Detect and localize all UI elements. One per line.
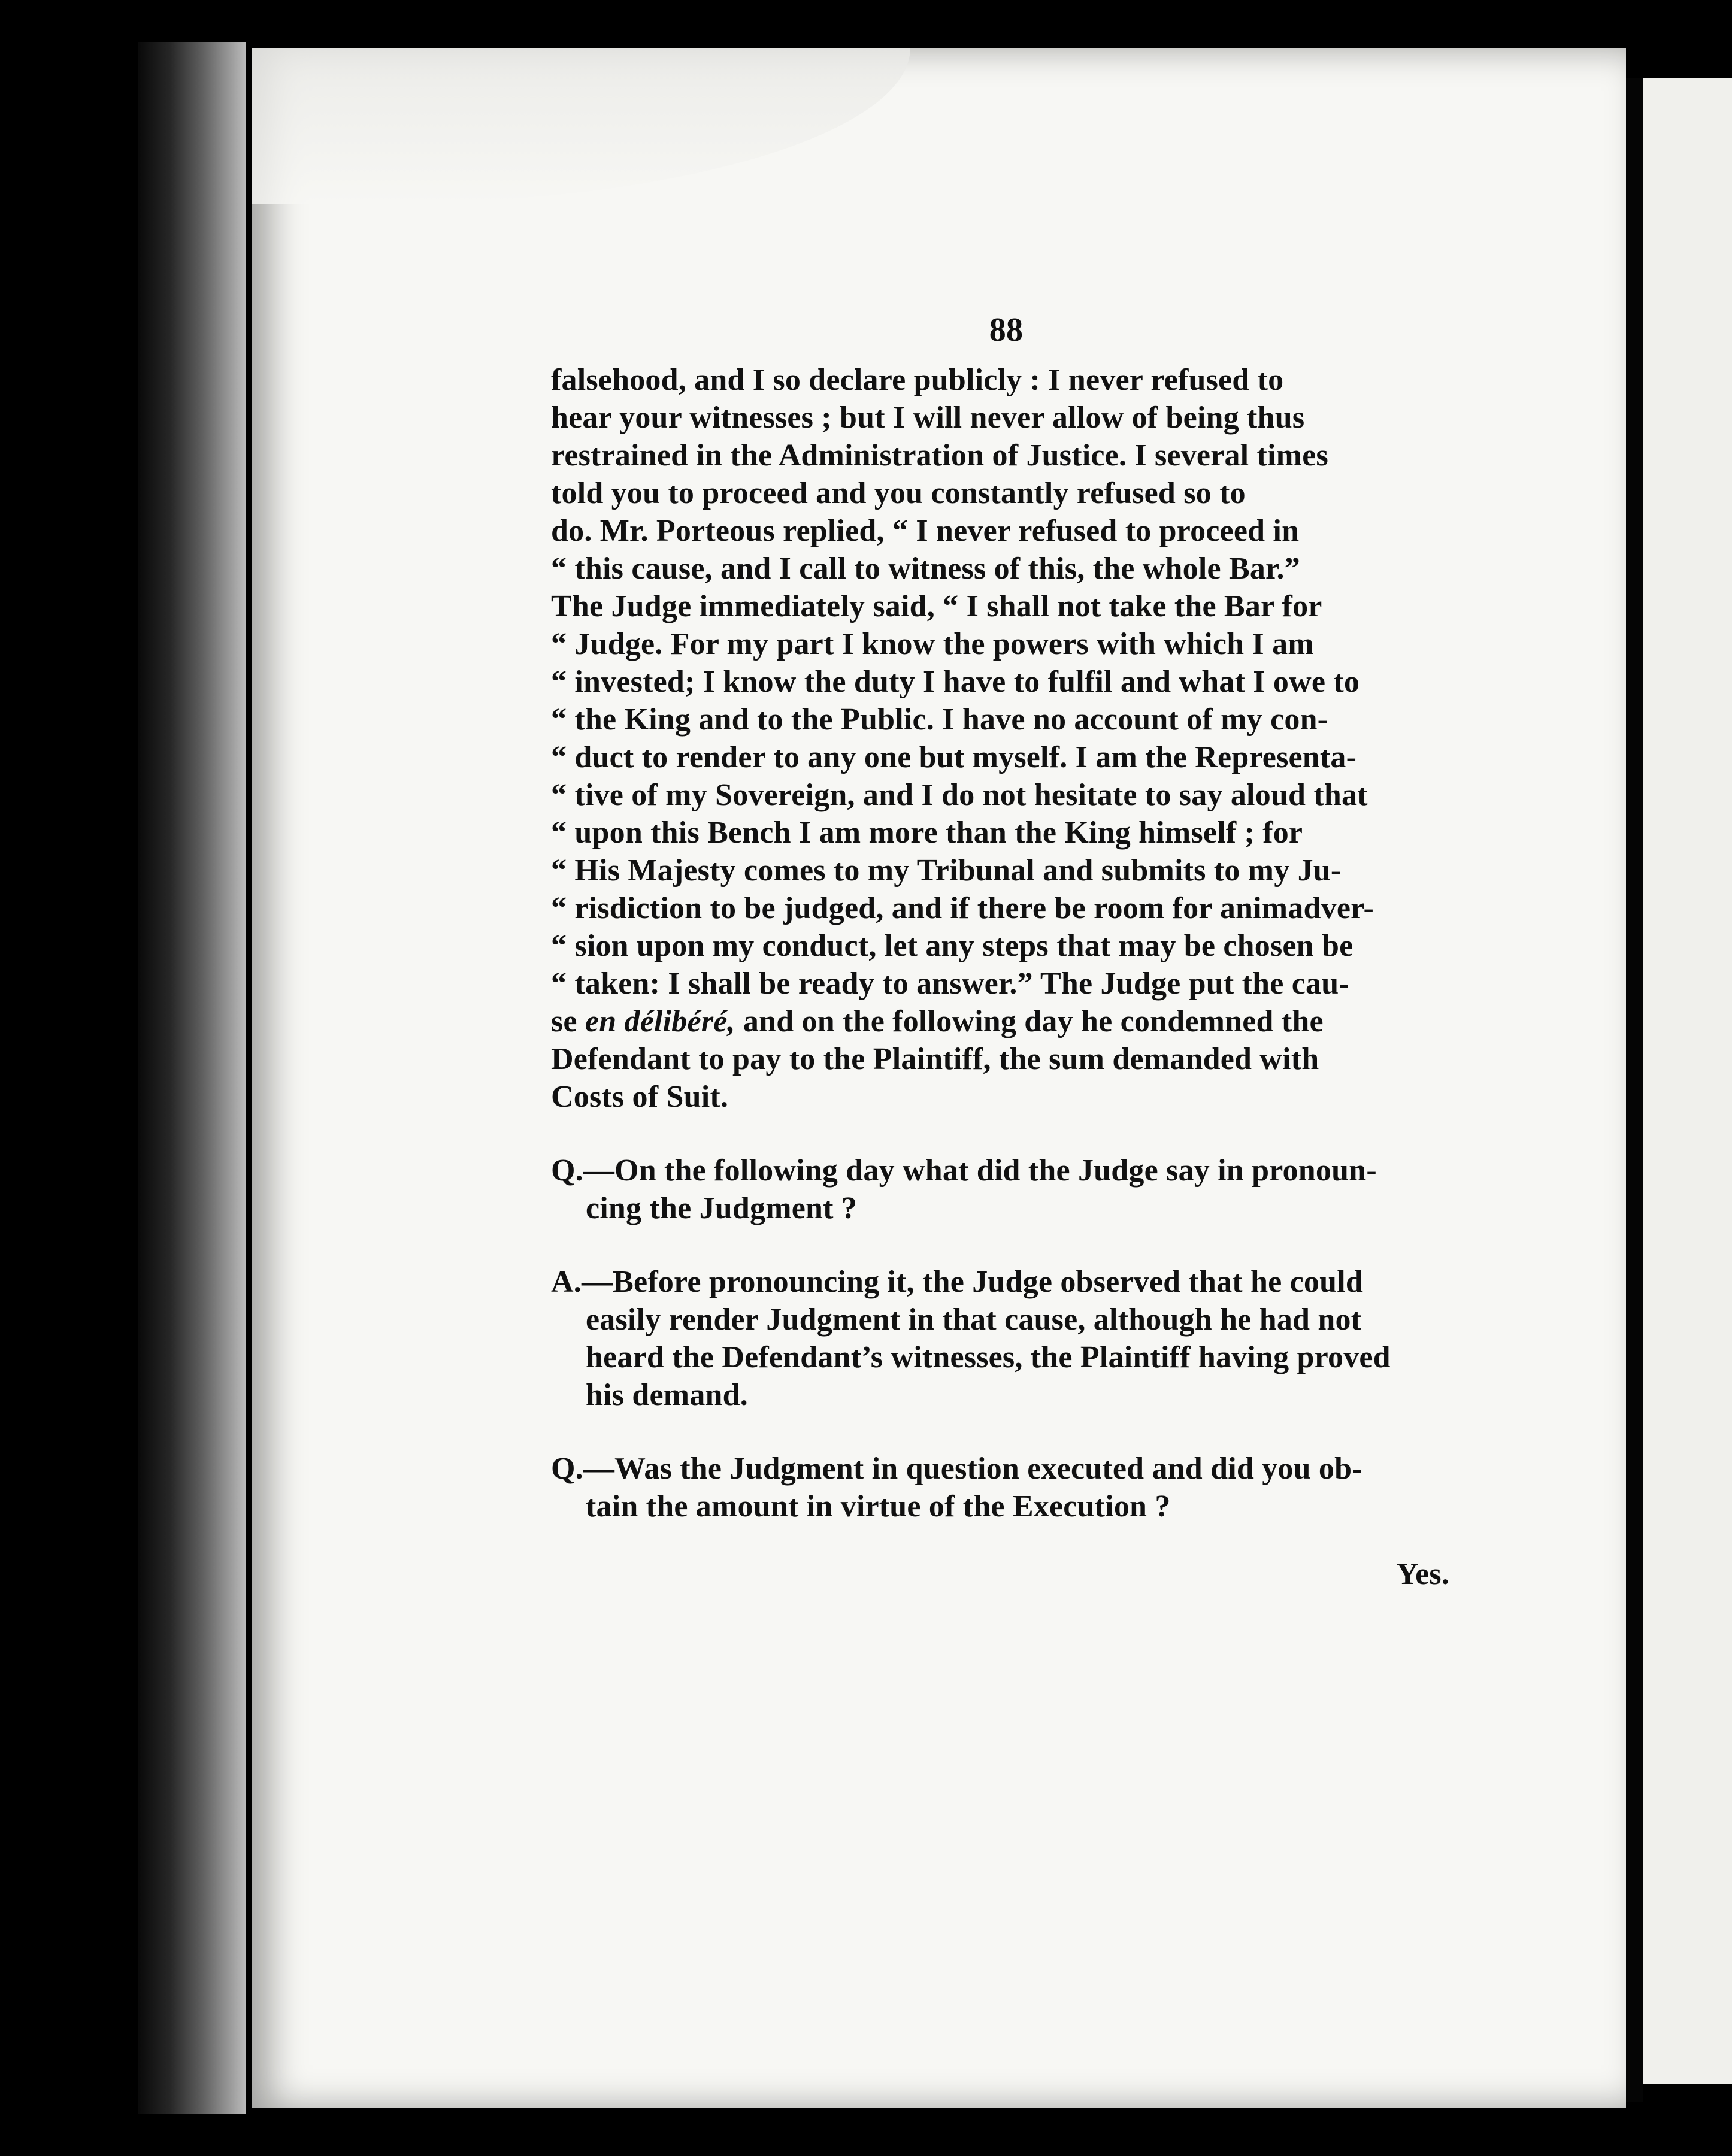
final-answer: Yes. — [1396, 1557, 1449, 1591]
answer-line: A.—Before pronouncing it, the Judge observed that he could — [551, 1265, 1363, 1299]
paragraph-line: “ sion upon my conduct, let any steps that may be chosen be — [551, 929, 1353, 963]
question-2 — [551, 1450, 1461, 1525]
paragraph-line: “ the King and to the Public. I have no account of my con- — [551, 702, 1328, 737]
line-start: se — [551, 1004, 585, 1038]
question-line: Q.—Was the Judgment in question executed and did you ob- — [551, 1452, 1362, 1486]
italic-phrase: en délibéré, — [585, 1004, 735, 1038]
paragraph-line: “ tive of my Sovereign, and I do not hesitate to say aloud that — [551, 778, 1368, 812]
question-continuation: cing the Judgment ? — [586, 1191, 858, 1225]
paragraph-line: restrained in the Administration of Justice. I several times — [551, 438, 1328, 473]
answer-continuation: heard the Defendant’s witnesses, the Plaintiff having proved — [586, 1340, 1391, 1374]
paragraph-line: Costs of Suit. — [551, 1080, 729, 1114]
paragraph-line: hear your witnesses ; but I will never allow of being thus — [551, 401, 1305, 435]
paragraph-line: The Judge immediately said, “ I shall not take the Bar for — [551, 589, 1322, 623]
paragraph-line: “ this cause, and I call to witness of this, the whole Bar.” — [551, 552, 1300, 586]
page-text — [551, 311, 1461, 1593]
answer-continuation: his demand. — [586, 1378, 748, 1412]
testimony-paragraph — [551, 361, 1461, 1116]
question-continuation: tain the amount in virtue of the Execution ? — [586, 1489, 1171, 1524]
paragraph-line: “ upon this Bench I am more than the King himself ; for — [551, 816, 1303, 850]
facing-page-edge — [1643, 78, 1732, 2084]
paragraph-line-italic — [551, 1003, 1461, 1040]
paragraph-line: “ duct to render to any one but myself. I am the Representa- — [551, 740, 1357, 774]
book-gutter — [138, 42, 246, 2114]
paragraph-line: falsehood, and I so declare publicly : I never refused to — [551, 363, 1284, 397]
paragraph-line: “ His Majesty comes to my Tribunal and submits to my Ju- — [551, 853, 1342, 888]
question-line: Q.—On the following day what did the Judge say in pronoun- — [551, 1153, 1377, 1188]
paragraph-line: “ Judge. For my part I know the powers with which I am — [551, 627, 1314, 661]
paragraph-line: “ invested; I know the duty I have to fulfil and what I owe to — [551, 665, 1360, 699]
paragraph-line: Defendant to pay to the Plaintiff, the sum demanded with — [551, 1042, 1319, 1076]
paragraph-line: “ risdiction to be judged, and if there be room for animadver- — [551, 891, 1374, 925]
question-1 — [551, 1152, 1461, 1227]
page-number: 88 — [989, 311, 1024, 349]
answer-1 — [551, 1263, 1461, 1414]
paragraph-line: told you to proceed and you constantly refused so to — [551, 476, 1246, 510]
page-edge-divider — [1626, 78, 1643, 2102]
paragraph-line: “ taken: I shall be ready to answer.” The Judge put the cau- — [551, 967, 1349, 1001]
paragraph-line: do. Mr. Porteous replied, “ I never refused to proceed in — [551, 514, 1300, 548]
answer-continuation: easily render Judgment in that cause, although he had not — [586, 1303, 1362, 1337]
line-end: and on the following day he condemned the — [735, 1004, 1324, 1038]
